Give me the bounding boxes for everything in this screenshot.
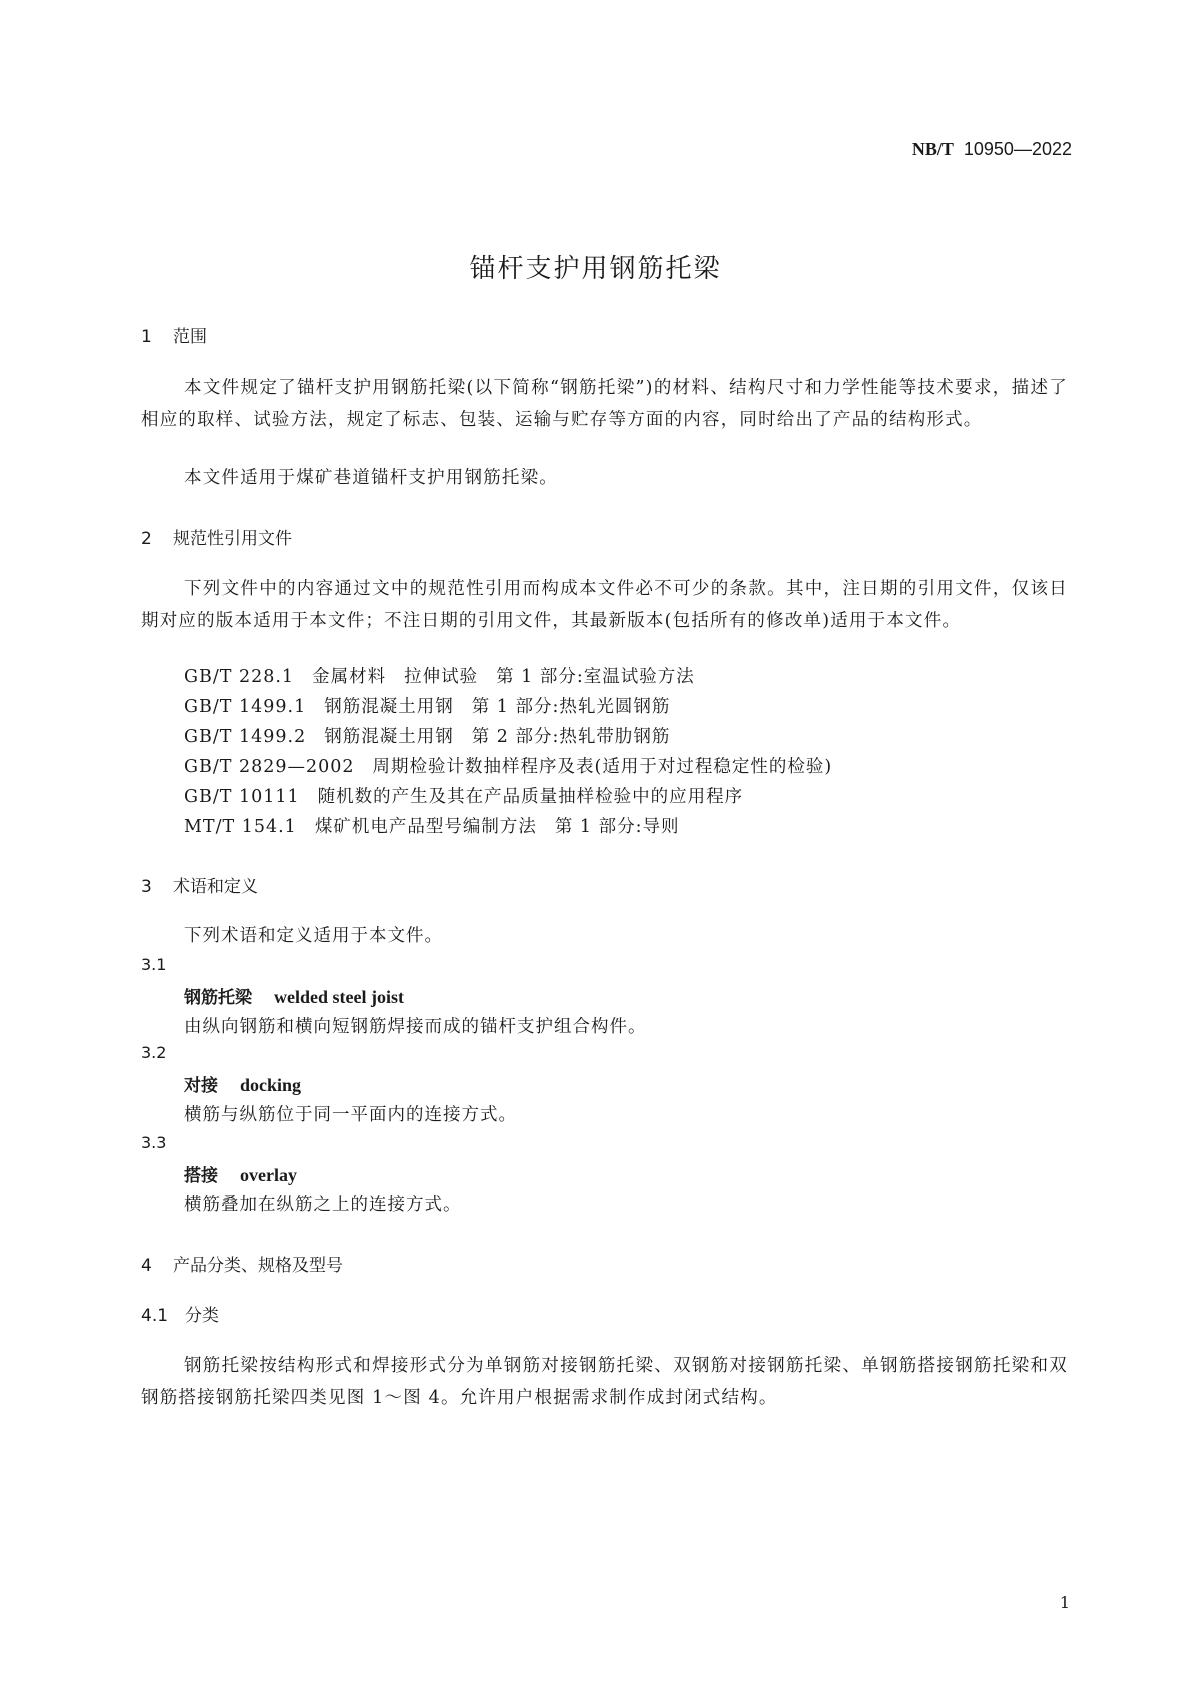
section-number: 3 bbox=[141, 877, 152, 897]
section-2-paragraph-1: 下列文件中的内容通过文中的规范性引用而构成本文件必不可少的条款。其中，注日期的引用文件，仅该日期对应的版本适用于本文件；不注日期的引用文件，其最新版本(包括所有的修改单)适用于本文件。 bbox=[141, 579, 1068, 631]
term-chinese: 搭接 bbox=[184, 1166, 218, 1186]
reference-part: 第 1 部分:导则 bbox=[554, 817, 680, 837]
subsection-title: 分类 bbox=[185, 1306, 219, 1326]
reference-part: 第 2 部分:热轧带肋钢筋 bbox=[471, 727, 671, 747]
reference-item bbox=[184, 753, 832, 778]
reference-title: 周期检验计数抽样程序及表(适用于对过程稳定性的检验) bbox=[372, 757, 833, 777]
section-number: 2 bbox=[141, 529, 152, 549]
term-english: docking bbox=[240, 1075, 302, 1095]
section-2-heading bbox=[141, 524, 292, 549]
term-number: 3.3 bbox=[141, 1133, 167, 1152]
standard-prefix: NB/T bbox=[911, 139, 954, 159]
reference-part: 拉伸试验 bbox=[404, 667, 479, 687]
term-heading bbox=[184, 1161, 297, 1186]
document-title: 锚杆支护用钢筋托梁 bbox=[469, 254, 722, 284]
reference-title: 钢筋混凝土用钢 bbox=[324, 697, 454, 717]
reference-title: 随机数的产生及其在产品质量抽样检验中的应用程序 bbox=[317, 787, 744, 807]
standard-number bbox=[912, 139, 1072, 160]
term-definition: 横筋叠加在纵筋之上的连接方式。 bbox=[184, 1195, 462, 1215]
section-title: 术语和定义 bbox=[173, 877, 258, 897]
section-number: 1 bbox=[141, 327, 152, 347]
term-chinese: 钢筋托梁 bbox=[184, 988, 252, 1008]
section-3-intro: 下列术语和定义适用于本文件。 bbox=[184, 926, 443, 946]
section-4-heading bbox=[141, 1251, 343, 1276]
term-definition: 横筋与纵筋位于同一平面内的连接方式。 bbox=[184, 1105, 517, 1125]
term-number: 3.2 bbox=[141, 1043, 167, 1062]
term-heading bbox=[184, 1071, 301, 1096]
standard-code: 10950—2022 bbox=[963, 139, 1072, 159]
reference-subtitle: 第 1 部分:室温试验方法 bbox=[496, 667, 695, 687]
section-title: 产品分类、规格及型号 bbox=[173, 1256, 343, 1276]
section-1-paragraph-2: 本文件适用于煤矿巷道锚杆支护用钢筋托梁。 bbox=[184, 468, 558, 488]
section-1-paragraph-1: 本文件规定了锚杆支护用钢筋托梁(以下简称“钢筋托梁”)的材料、结构尺寸和力学性能等技术要求，描述了相应的取样、试验方法，规定了标志、包装、运输与贮存等方面的内容，同时给出了产品的结构形式。 bbox=[141, 378, 1068, 430]
reference-code: MT/T 154.1 bbox=[184, 817, 297, 837]
section-number: 4 bbox=[141, 1256, 152, 1276]
term-chinese: 对接 bbox=[184, 1076, 218, 1096]
reference-code: GB/T 1499.1 bbox=[184, 697, 307, 717]
subsection-4-1-heading bbox=[141, 1301, 219, 1326]
section-title: 范围 bbox=[173, 327, 207, 347]
term-english: welded steel joist bbox=[274, 987, 404, 1007]
reference-code: GB/T 2829—2002 bbox=[184, 757, 355, 777]
reference-code: GB/T 228.1 bbox=[184, 667, 295, 687]
page-number: 1 bbox=[1059, 1593, 1070, 1612]
reference-code: GB/T 1499.2 bbox=[184, 727, 307, 747]
reference-code: GB/T 10111 bbox=[184, 787, 300, 807]
reference-title: 煤矿机电产品型号编制方法 bbox=[314, 817, 537, 837]
reference-item bbox=[184, 693, 670, 718]
term-heading bbox=[184, 983, 404, 1008]
reference-title: 金属材料 bbox=[312, 667, 387, 687]
term-english: overlay bbox=[240, 1165, 297, 1185]
reference-item bbox=[184, 663, 695, 688]
section-4-paragraph-1: 钢筋托梁按结构形式和焊接形式分为单钢筋对接钢筋托梁、双钢筋对接钢筋托梁、单钢筋搭接钢筋托梁和双钢筋搭接钢筋托梁四类见图 1～图 4。允许用户根据需求制作成封闭式结构。 bbox=[141, 1356, 1068, 1408]
section-1-heading bbox=[141, 322, 207, 347]
reference-title: 钢筋混凝土用钢 bbox=[324, 727, 454, 747]
subsection-number: 4.1 bbox=[141, 1306, 169, 1326]
reference-part: 第 1 部分:热轧光圆钢筋 bbox=[471, 697, 671, 717]
section-3-heading bbox=[141, 872, 258, 897]
term-definition: 由纵向钢筋和横向短钢筋焊接而成的锚杆支护组合构件。 bbox=[184, 1017, 647, 1037]
reference-item bbox=[184, 783, 743, 808]
reference-item bbox=[184, 813, 679, 838]
reference-item bbox=[184, 723, 670, 748]
section-title: 规范性引用文件 bbox=[173, 529, 292, 549]
term-number: 3.1 bbox=[141, 955, 167, 974]
